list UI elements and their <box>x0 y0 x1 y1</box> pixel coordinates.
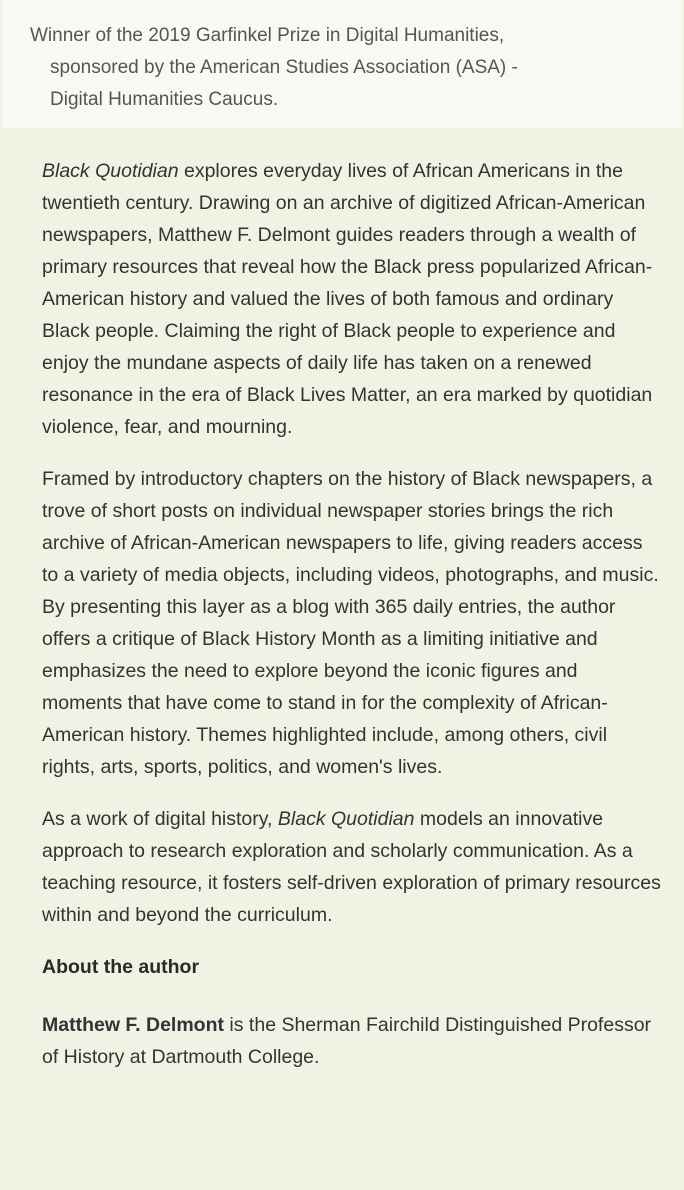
description-paragraph-2-text: Framed by introductory chapters on the history of Black newspapers, a trove of short posts on individual newspaper stories brings the rich archive of African-American newspapers to life, giving readers access to a variety of media objects, including videos, photographs, and music. By presenting this layer as a blog with 365 daily entries, the author offers a critique of Black History Month as a limiting initiative and emphasizes the need to explore beyond the iconic figures and moments that have come to stand in for the complexity of African-American history. Themes highlighted include, among others, civil rights, arts, sports, politics, and women's lives. <box>42 468 659 778</box>
award-line-1: Winner of the 2019 Garfinkel Prize in Digital Humanities, <box>30 25 505 46</box>
description-paragraph-3-after: models an innovative approach to research exploration and scholarly communication. As a teaching resource, it fosters self-driven exploration of primary resources within and beyond the curriculum. <box>42 808 661 926</box>
description-paragraph-3-before: As a work of digital history, <box>42 808 278 830</box>
description-paragraph-1-text: explores everyday lives of African Americans in the twentieth century. Drawing on an archive of digitized African-American newspapers, Matthew F. Delmont guides readers through a wealth of primary resources that reveal how the Black press popularized African-American history and valued the lives of both famous and ordinary Black people. Claiming the right of Black people to experience and enjoy the mundane aspects of daily life has taken on a renewed resonance in the era of Black Lives Matter, an era marked by quotidian violence, fear, and mourning. <box>42 160 653 438</box>
award-line-2: sponsored by the American Studies Association (ASA) - <box>50 57 518 78</box>
author-bio <box>42 1009 662 1073</box>
award-line-3: Digital Humanities Caucus. <box>50 89 279 110</box>
book-description <box>42 155 662 1093</box>
author-bio-text: is the Sherman Fairchild Distinguished Professor of History at Dartmouth College. <box>42 1014 652 1068</box>
award-notice <box>2 0 682 128</box>
book-title: Black Quotidian <box>42 160 179 182</box>
description-paragraph-3 <box>42 803 662 931</box>
book-title-inline: Black Quotidian <box>277 808 415 830</box>
description-paragraph-2 <box>42 463 662 783</box>
author-name: Matthew F. Delmont <box>42 1014 225 1036</box>
description-paragraph-1 <box>42 155 662 443</box>
about-author-heading: About the author <box>42 956 200 978</box>
